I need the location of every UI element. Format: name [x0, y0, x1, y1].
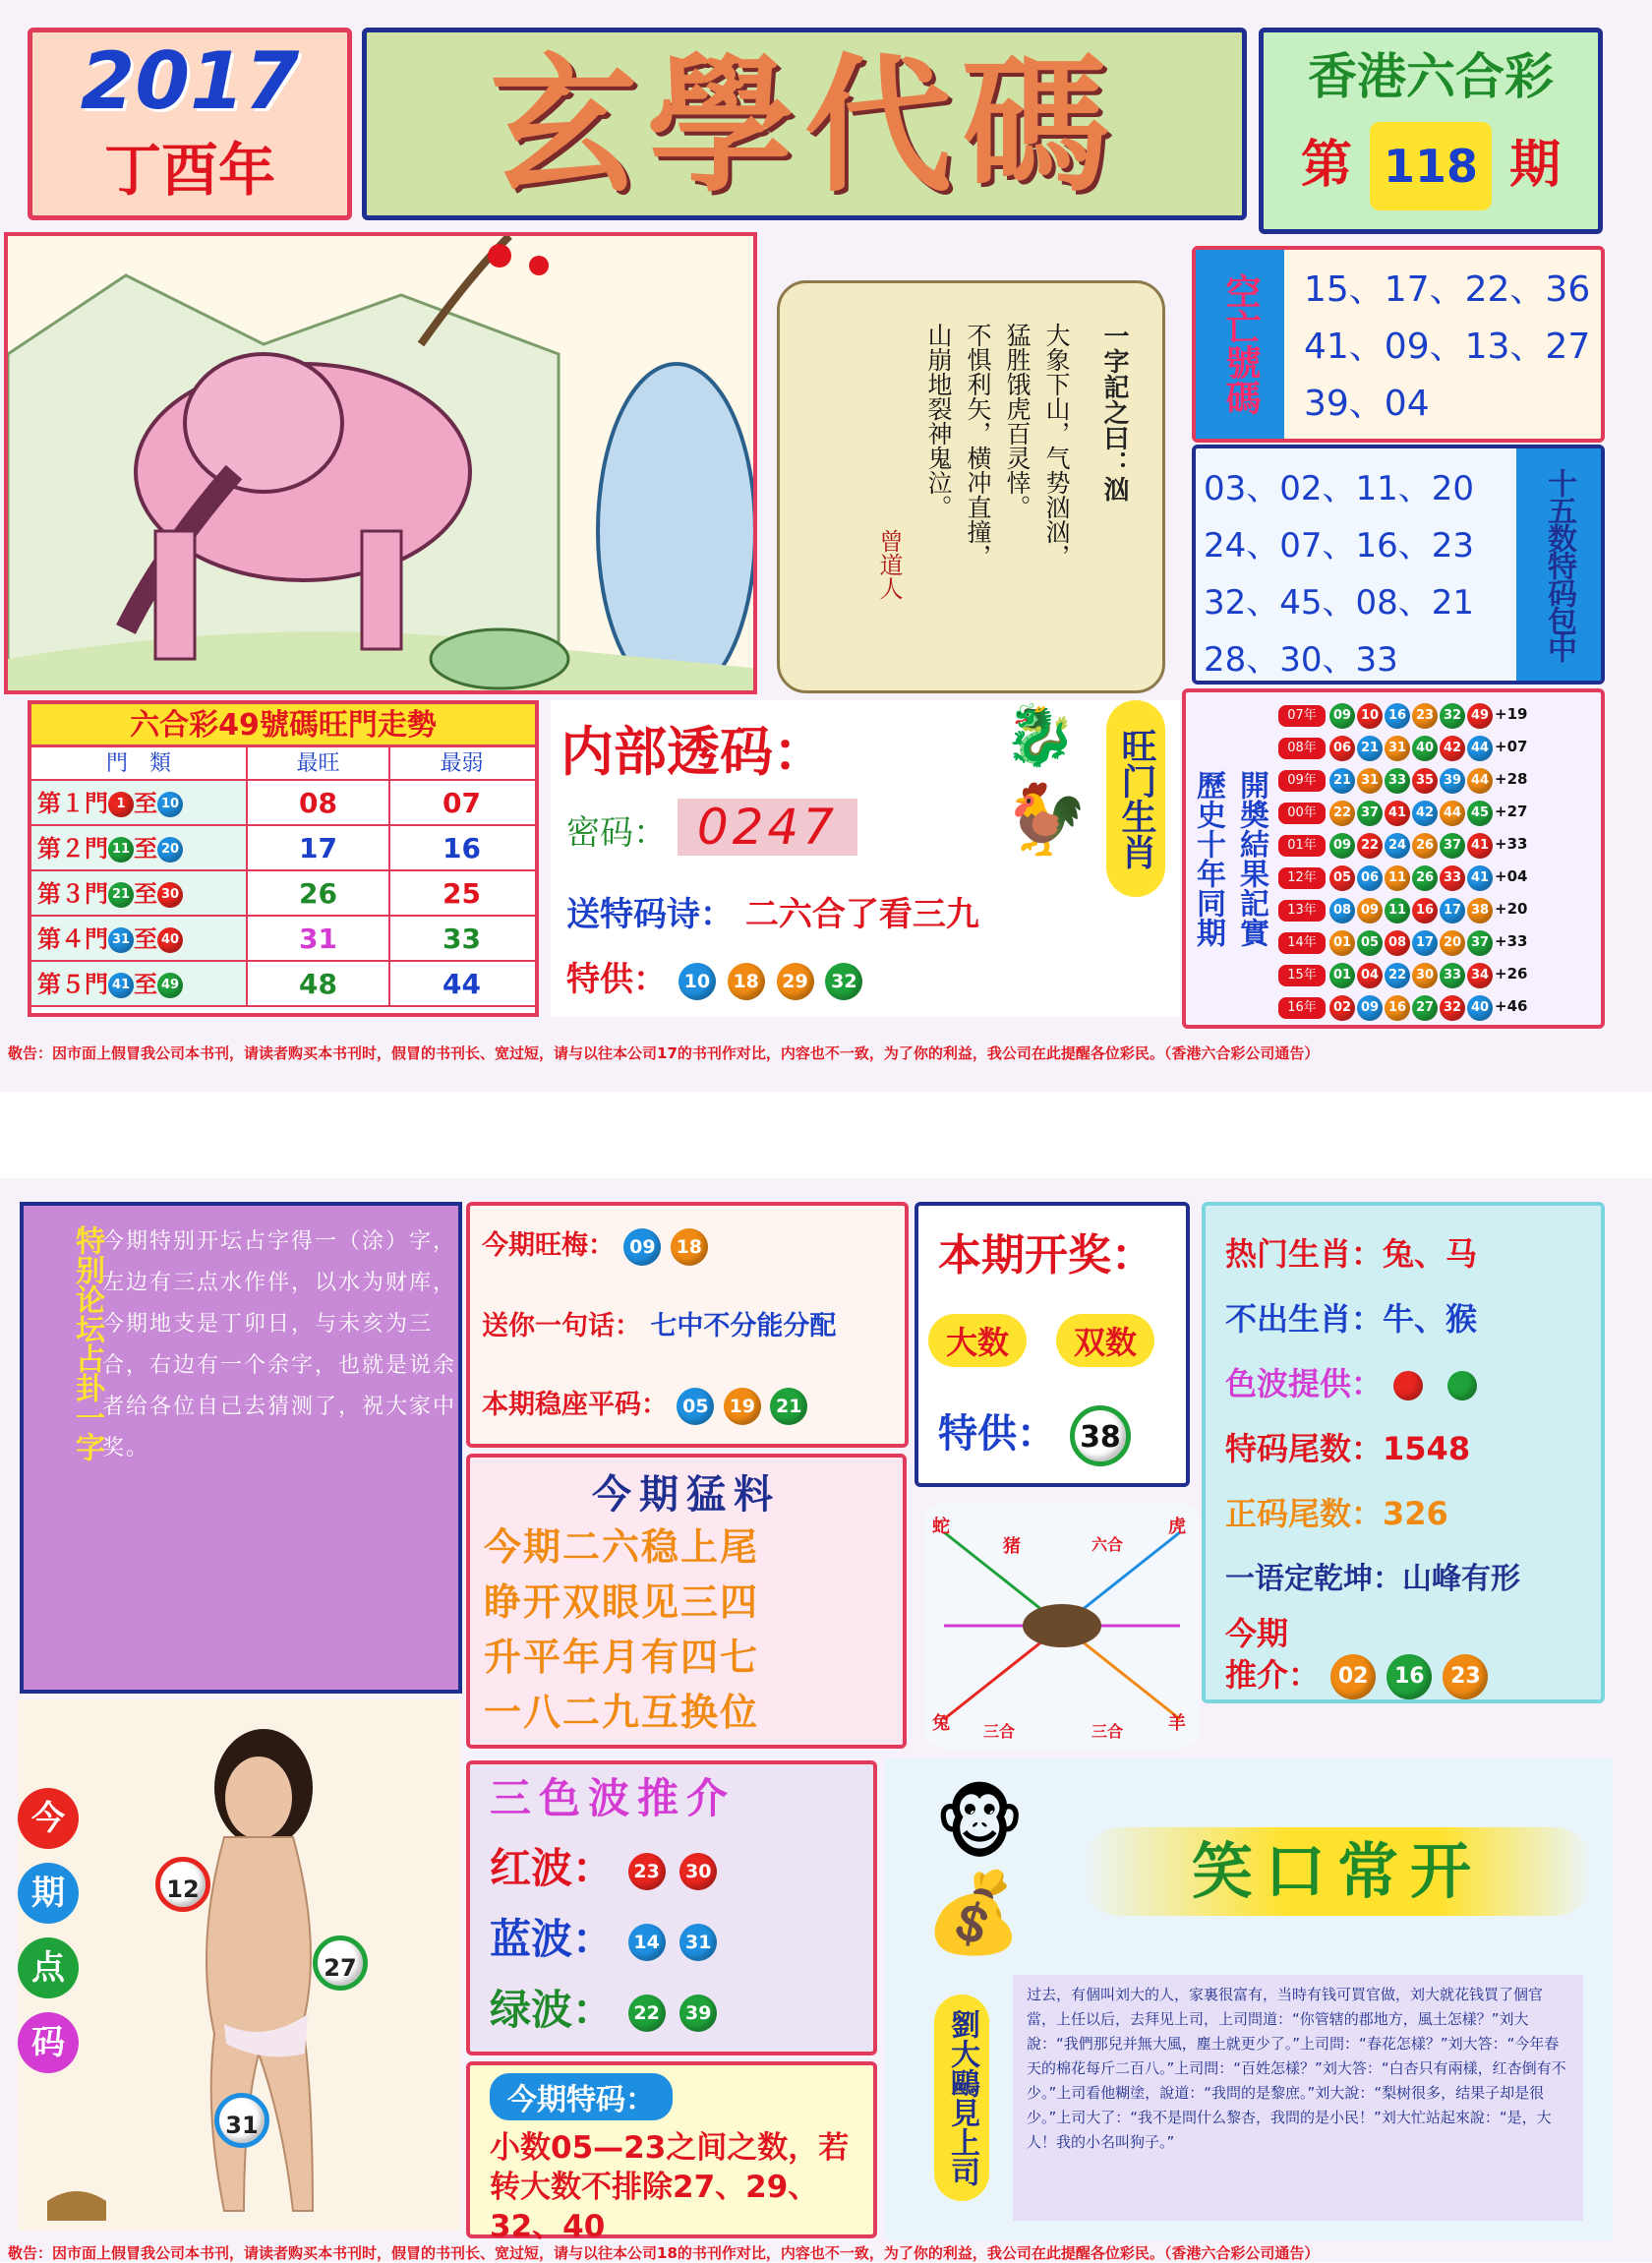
yiyu-label: 一语定乾坤：	[1225, 1562, 1402, 1596]
rooster-icon: 🐓	[1003, 779, 1090, 860]
steady-label: 本期稳座平码：	[482, 1390, 668, 1420]
history-ball: 21	[1357, 736, 1383, 761]
door-end: 49	[157, 973, 183, 998]
color-label: 色波提供：	[1225, 1365, 1384, 1402]
model-ball-2: 27	[313, 1935, 368, 1991]
history-ball: 17	[1440, 898, 1465, 923]
history-ball: 26	[1412, 865, 1438, 891]
history-row	[1278, 731, 1527, 763]
door-row	[31, 871, 535, 917]
history-ball: 09	[1357, 995, 1383, 1021]
password-line	[566, 799, 857, 856]
history-ball: 23	[1412, 703, 1438, 729]
history-ball: 30	[1412, 963, 1438, 988]
door-max: 26	[248, 871, 390, 915]
open-title: 本期开奖：	[938, 1230, 1154, 1280]
history-ball: 42	[1440, 736, 1465, 761]
history-year: 07年	[1278, 705, 1326, 727]
history-year: 14年	[1278, 932, 1326, 954]
green-ball-2: 39	[679, 1995, 717, 2032]
info-box	[1202, 1202, 1605, 1703]
poem-author: 曾道人	[875, 529, 903, 600]
door-max: 17	[248, 826, 390, 869]
history-ball: 34	[1467, 963, 1493, 988]
history-year: 09年	[1278, 770, 1326, 792]
top-sheet	[0, 0, 1652, 1092]
history-ball: 39	[1440, 768, 1465, 794]
history-year: 16年	[1278, 997, 1326, 1019]
wheel-sanhe-2: 三合	[1092, 1722, 1124, 1741]
hist-label-1: 開奬結果記實	[1234, 770, 1268, 947]
door-to: 至	[134, 835, 157, 863]
history-ball: 08	[1385, 930, 1410, 956]
wang-ball-1: 09	[623, 1228, 661, 1266]
wheel-sheep: 羊	[1168, 1713, 1186, 1734]
wheel-sanhe-1: 三合	[983, 1722, 1016, 1741]
history-ball: 09	[1329, 703, 1355, 729]
kong-wang-box	[1192, 246, 1605, 443]
history-year: 01年	[1278, 835, 1326, 857]
poem-line-3: 不惧利矢，横冲直撞，	[964, 323, 992, 568]
history-ball: 06	[1329, 736, 1355, 761]
door-cell	[31, 826, 248, 869]
door-name: 第３門	[37, 880, 108, 908]
laugh-text: 笑口常开	[1191, 1835, 1483, 1907]
fifteen-row-3: 32、45、08、21	[1204, 583, 1475, 623]
history-row	[1278, 990, 1527, 1023]
te-label: 特供：	[938, 1411, 1056, 1457]
history-ball: 32	[1440, 995, 1465, 1021]
door-end: 10	[157, 792, 183, 817]
steady-line	[482, 1383, 807, 1425]
history-ball: 32	[1440, 703, 1465, 729]
history-ball: 26	[1412, 833, 1438, 859]
wheel-liuhe: 六合	[1092, 1535, 1124, 1554]
tegong-ball-2: 18	[728, 963, 765, 1000]
door-max: 48	[248, 962, 390, 1005]
door-name: 第５門	[37, 971, 108, 998]
history-ball: 27	[1412, 995, 1438, 1021]
laugh-banner	[1082, 1827, 1593, 1916]
hot-label: 热门生肖：	[1225, 1235, 1384, 1273]
open-box	[914, 1202, 1190, 1487]
history-box	[1182, 688, 1605, 1029]
door-row	[31, 962, 535, 1007]
zheng-label: 正码尾数：	[1225, 1495, 1384, 1532]
green-dot	[1447, 1371, 1477, 1400]
meng-line-1: 今期二六稳上尾	[484, 1525, 760, 1569]
history-ball: 41	[1467, 865, 1493, 891]
poem-scroll	[777, 280, 1165, 693]
th-min: 最弱	[440, 751, 484, 776]
te-line	[938, 1402, 1131, 1466]
steady-ball-3: 21	[770, 1388, 807, 1425]
issue-post: 期	[1509, 136, 1562, 195]
history-year: 15年	[1278, 965, 1326, 986]
history-ball: 09	[1357, 898, 1383, 923]
kong-nums	[1304, 262, 1590, 433]
green-wave-line	[470, 1975, 873, 2046]
red-wave-line	[470, 1833, 873, 1904]
elephant-drawing	[8, 236, 757, 694]
kong-row-1: 15、17、22、36	[1304, 269, 1591, 310]
dot-char-2: 期	[18, 1863, 79, 1924]
history-ball: 37	[1357, 801, 1383, 826]
year: 2017	[80, 35, 300, 127]
history-ball: 40	[1467, 995, 1493, 1021]
fifteen-row-1: 03、02、11、20	[1204, 469, 1475, 508]
door-end: 30	[157, 882, 183, 908]
history-ball: 24	[1385, 833, 1410, 859]
door-row	[31, 826, 535, 871]
tm-text: 小数05—23之间之数，若转大数不排除27、29、32、40	[490, 2130, 850, 2244]
tegong-line	[566, 952, 862, 1000]
door-table-header	[31, 747, 535, 781]
history-ball: 33	[1440, 963, 1465, 988]
wheel-tiger: 虎	[1168, 1517, 1186, 1537]
zheng-line	[1225, 1489, 1448, 1534]
rec-line	[1225, 1650, 1488, 1699]
wheel-pig: 猪	[1003, 1536, 1021, 1557]
history-year: 08年	[1278, 738, 1326, 759]
tm-title: 今期特码：	[490, 2073, 673, 2120]
model-figure	[18, 1699, 460, 2231]
history-special: +28	[1495, 770, 1528, 788]
zodiac-wheel	[924, 1503, 1200, 1749]
issue-line	[1264, 121, 1598, 210]
history-row	[1278, 698, 1527, 731]
issue-number: 118	[1370, 122, 1492, 210]
monkey-icon: 🐵	[934, 1778, 1026, 1870]
wheel-rabbit: 兔	[932, 1713, 950, 1734]
hot-value: 兔、马	[1383, 1235, 1478, 1273]
dot-char-4: 码	[18, 2012, 79, 2073]
history-ball: 21	[1329, 768, 1355, 794]
history-ball: 40	[1412, 736, 1438, 761]
bottom-sheet	[0, 1178, 1652, 2262]
tegong-ball-1: 10	[678, 963, 716, 1000]
history-ball: 22	[1357, 833, 1383, 859]
door-table	[28, 700, 539, 1017]
history-ball: 10	[1357, 703, 1383, 729]
history-row	[1278, 796, 1527, 828]
history-special: +46	[1495, 997, 1528, 1015]
history-special: +07	[1495, 738, 1528, 755]
door-min: 07	[442, 787, 481, 819]
lottery-badge	[1259, 28, 1603, 234]
history-special: +04	[1495, 867, 1528, 885]
red-wave-label: 红波：	[490, 1844, 615, 1892]
kong-label: 空亡號碼	[1196, 250, 1284, 439]
history-ball: 08	[1329, 898, 1355, 923]
fifteen-label: 十五数特码包中	[1516, 448, 1601, 681]
money-bag-icon: 💰	[924, 1867, 1023, 1958]
meng-box	[466, 1454, 907, 1749]
dot-char-3: 点	[18, 1937, 79, 1998]
tegong-ball-4: 32	[825, 963, 862, 1000]
history-ball: 04	[1357, 963, 1383, 988]
door-from: 1	[108, 792, 134, 817]
door-cell	[31, 917, 248, 960]
red-ball-1: 23	[628, 1853, 666, 1890]
door-end: 40	[157, 927, 183, 953]
tail-value: 1548	[1383, 1430, 1471, 1467]
red-ball-2: 30	[679, 1853, 717, 1890]
door-min: 44	[442, 968, 481, 1000]
yiyu-value: 山峰有形	[1402, 1562, 1520, 1596]
th-door: 門 類	[31, 747, 248, 779]
wang-line	[482, 1223, 708, 1266]
not-value: 牛、猴	[1383, 1300, 1478, 1338]
forum-box	[20, 1202, 462, 1694]
history-ball: 44	[1467, 736, 1493, 761]
door-min: 16	[442, 832, 481, 864]
year-badge	[28, 28, 352, 220]
blue-wave-label: 蓝波：	[490, 1915, 615, 1963]
history-year: 13年	[1278, 900, 1326, 922]
saying-value: 七中不分能分配	[650, 1311, 837, 1341]
ganzhi: 丁酉年	[103, 137, 275, 204]
wheel-lines	[924, 1503, 1200, 1749]
wang-zodiac-label: 旺门生肖	[1106, 700, 1165, 897]
history-ball: 01	[1329, 963, 1355, 988]
poem-line-4: 山崩地裂神鬼泣。	[924, 323, 953, 519]
history-ball: 37	[1440, 833, 1465, 859]
lottery-name: 香港六合彩	[1308, 47, 1554, 105]
fifteen-row-2: 24、07、16、23	[1204, 526, 1475, 566]
history-ball: 35	[1412, 768, 1438, 794]
rec-ball-2: 16	[1386, 1654, 1432, 1699]
door-from: 21	[108, 882, 134, 908]
history-row	[1278, 893, 1527, 925]
door-min: 33	[442, 923, 481, 955]
history-ball: 02	[1329, 995, 1355, 1021]
door-rows	[31, 781, 535, 1007]
wheel-snake: 蛇	[932, 1517, 950, 1537]
elephant-illustration	[4, 232, 757, 694]
door-row	[31, 781, 535, 826]
wave-box	[466, 1760, 877, 2055]
model-ball-1: 12	[155, 1857, 210, 1912]
hist-label-2: 歷史十年同期	[1191, 770, 1225, 947]
dragon-icon: 🐉	[1003, 701, 1077, 770]
steady-ball-2: 19	[724, 1388, 761, 1425]
history-ball: 20	[1440, 930, 1465, 956]
door-cell	[31, 871, 248, 915]
red-dot	[1393, 1371, 1423, 1400]
issue-pre: 第	[1300, 136, 1352, 195]
history-ball: 42	[1412, 801, 1438, 826]
history-ball: 11	[1385, 898, 1410, 923]
tail-label: 特码尾数：	[1225, 1430, 1384, 1467]
tail-line	[1225, 1424, 1470, 1469]
door-to: 至	[134, 790, 157, 817]
history-special: +20	[1495, 900, 1528, 918]
history-ball: 45	[1467, 801, 1493, 826]
blue-wave-line	[470, 1904, 873, 1975]
model-photo	[18, 1699, 460, 2231]
history-year: 00年	[1278, 803, 1326, 824]
history-ball: 37	[1467, 930, 1493, 956]
te-ball: 38	[1070, 1405, 1131, 1466]
poem2-line	[566, 887, 979, 935]
story-text: 过去，有個叫刘大的人，家裏很富有，当時有钱可買官做，刘大就花钱買了個官當，上任以后，去拜见上司，上司問道：“你管辖的郡地方，風土怎樣？”刘大說：“我們那兒并無大風，塵土就更少了。”上司問：“春花怎樣？”刘大答：“今年春天的棉花每斤二百八。”上司問：“百姓怎樣？”刘大答：“白杏只有兩樣，红杏倒有不少。”上司看他糊塗，說道：“我問的是黎庶。”刘大說：“梨树很多，结果子却是很少。”上司大了：“我不是問什么黎杏，我問的是小民！”刘大忙站起來說：“是，大人！我的小名叫狗子。”	[1013, 1975, 1583, 2221]
history-ball: 31	[1385, 736, 1410, 761]
door-from: 31	[108, 927, 134, 953]
door-min: 25	[442, 877, 481, 910]
laugh-panel	[885, 1758, 1613, 2240]
door-row	[31, 917, 535, 962]
forum-text: 今期特别开坛占字得一（涂）字，左边有三点水作伴，以水为财库，今期地支是丁卯日，与未亥为三合，右边有一个余字，也就是说余者给各位自己去猜测了，祝大家中奖。	[102, 1229, 457, 1460]
door-cell	[31, 781, 248, 824]
door-table-title: 六合彩49號碼旺門走勢	[31, 704, 535, 747]
double-tag: 双数	[1056, 1314, 1154, 1367]
door-from: 11	[108, 837, 134, 863]
history-ball: 33	[1385, 768, 1410, 794]
tm-box	[466, 2061, 877, 2244]
history-rows	[1278, 698, 1527, 1023]
history-ball: 38	[1467, 898, 1493, 923]
history-special: +19	[1495, 705, 1528, 723]
history-ball: 22	[1385, 963, 1410, 988]
poem2-value: 二六合了看三九	[744, 895, 979, 934]
saying-line	[482, 1304, 836, 1342]
history-ball: 05	[1357, 930, 1383, 956]
history-ball: 16	[1385, 703, 1410, 729]
history-special: +27	[1495, 803, 1528, 820]
title-banner	[362, 28, 1247, 220]
blue-ball-2: 31	[679, 1924, 717, 1961]
poem-title: 一字記之曰：汹	[1099, 323, 1129, 502]
tegong-ball-3: 29	[777, 963, 814, 1000]
meng-line-2: 睁开双眼见三四	[484, 1580, 760, 1624]
door-from: 41	[108, 973, 134, 998]
kong-row-2: 41、09、13、27	[1304, 327, 1591, 367]
history-row	[1278, 828, 1527, 861]
history-ball: 01	[1329, 930, 1355, 956]
green-ball-1: 22	[628, 1995, 666, 2032]
history-ball: 11	[1385, 865, 1410, 891]
bottom-notice: 敬告：因市面上假冒我公司本书刊，请读者购买本书刊时，假冒的书刊长、宽过短，请与以往本公司18的书刊作对比，内容也不一致，为了你的利益，我公司在此提醒各位彩民。（香港六合彩公司通告）	[8, 2244, 1320, 2262]
blue-ball-1: 14	[628, 1924, 666, 1961]
door-max: 31	[248, 917, 390, 960]
rec-label-2: 推介：	[1225, 1656, 1321, 1694]
history-ball: 44	[1440, 801, 1465, 826]
history-row	[1278, 861, 1527, 893]
history-ball: 09	[1329, 833, 1355, 859]
history-special: +33	[1495, 932, 1528, 950]
password-value: 0247	[678, 799, 857, 856]
dot-label	[18, 1788, 81, 2073]
rec-label-1: 今期	[1225, 1615, 1289, 1652]
story-title: 劉大鷗見上司	[934, 1995, 989, 2201]
history-ball: 41	[1467, 833, 1493, 859]
meng-line-4: 一八二九互换位	[484, 1691, 760, 1734]
fifteen-nums	[1204, 460, 1474, 688]
dot-char-1: 今	[18, 1788, 79, 1849]
forum-label: 特别论坛占卦一字	[70, 1225, 104, 1461]
steady-ball-1: 05	[677, 1388, 714, 1425]
rec-ball-1: 02	[1330, 1654, 1376, 1699]
not-line	[1225, 1294, 1477, 1340]
tegong-label: 特供：	[566, 960, 667, 999]
rec-ball-3: 23	[1443, 1654, 1488, 1699]
history-row	[1278, 958, 1527, 990]
history-ball: 06	[1357, 865, 1383, 891]
poem-line-2: 猛胜饿虎百灵悻。	[1003, 323, 1032, 519]
poem-line-1: 大象下山，气势汹汹，	[1042, 323, 1071, 568]
green-wave-label: 绿波：	[490, 1986, 615, 2034]
door-name: 第２門	[37, 835, 108, 863]
history-special: +26	[1495, 965, 1528, 983]
history-ball: 16	[1412, 898, 1438, 923]
wang-label: 今期旺梅：	[482, 1230, 615, 1261]
door-max: 08	[248, 781, 390, 824]
door-name: 第４門	[37, 925, 108, 953]
zheng-value: 326	[1383, 1495, 1448, 1532]
history-ball: 31	[1357, 768, 1383, 794]
fifteen-row-4: 28、30、33	[1204, 640, 1398, 680]
not-label: 不出生肖：	[1225, 1300, 1384, 1338]
wang-box	[466, 1202, 909, 1448]
saying-label: 送你一句话：	[482, 1311, 641, 1341]
door-to: 至	[134, 925, 157, 953]
history-row	[1278, 763, 1527, 796]
history-row	[1278, 925, 1527, 958]
hot-line	[1225, 1229, 1477, 1275]
color-line	[1225, 1359, 1477, 1404]
door-to: 至	[134, 971, 157, 998]
inner-title: 内部透码：	[560, 720, 826, 783]
inner-code-panel	[551, 700, 1180, 1017]
history-special: +33	[1495, 835, 1528, 853]
big-tag: 大数	[928, 1314, 1027, 1367]
meng-line-3: 升平年月有四七	[484, 1636, 760, 1679]
yiyu-line	[1225, 1554, 1520, 1597]
fifteen-box	[1192, 445, 1605, 685]
poem2-label: 送特码诗：	[566, 895, 734, 934]
history-ball: 49	[1467, 703, 1493, 729]
th-max: 最旺	[248, 747, 390, 779]
door-end: 20	[157, 837, 183, 863]
wang-ball-2: 18	[671, 1228, 708, 1266]
door-name: 第１門	[37, 790, 108, 817]
password-label: 密码：	[566, 813, 667, 853]
history-ball: 33	[1440, 865, 1465, 891]
kong-row-3: 39、04	[1304, 384, 1430, 424]
door-cell	[31, 962, 248, 1005]
history-ball: 44	[1467, 768, 1493, 794]
history-year: 12年	[1278, 867, 1326, 889]
history-ball: 17	[1412, 930, 1438, 956]
page-title: 玄學代碼	[489, 39, 1119, 212]
door-to: 至	[134, 880, 157, 908]
model-ball-3: 31	[214, 2093, 269, 2148]
history-ball: 22	[1329, 801, 1355, 826]
history-ball: 05	[1329, 865, 1355, 891]
history-ball: 16	[1385, 995, 1410, 1021]
wave-title: 三色波推介	[490, 1774, 737, 1822]
meng-title: 今期猛料	[592, 1472, 781, 1518]
history-ball: 41	[1385, 801, 1410, 826]
top-notice: 敬告：因市面上假冒我公司本书刊，请读者购买本书刊时，假冒的书刊长、宽过短，请与以往本公司17的书刊作对比，内容也不一致，为了你的利益，我公司在此提醒各位彩民。（香港六合彩公司通告）	[8, 1044, 1320, 1062]
